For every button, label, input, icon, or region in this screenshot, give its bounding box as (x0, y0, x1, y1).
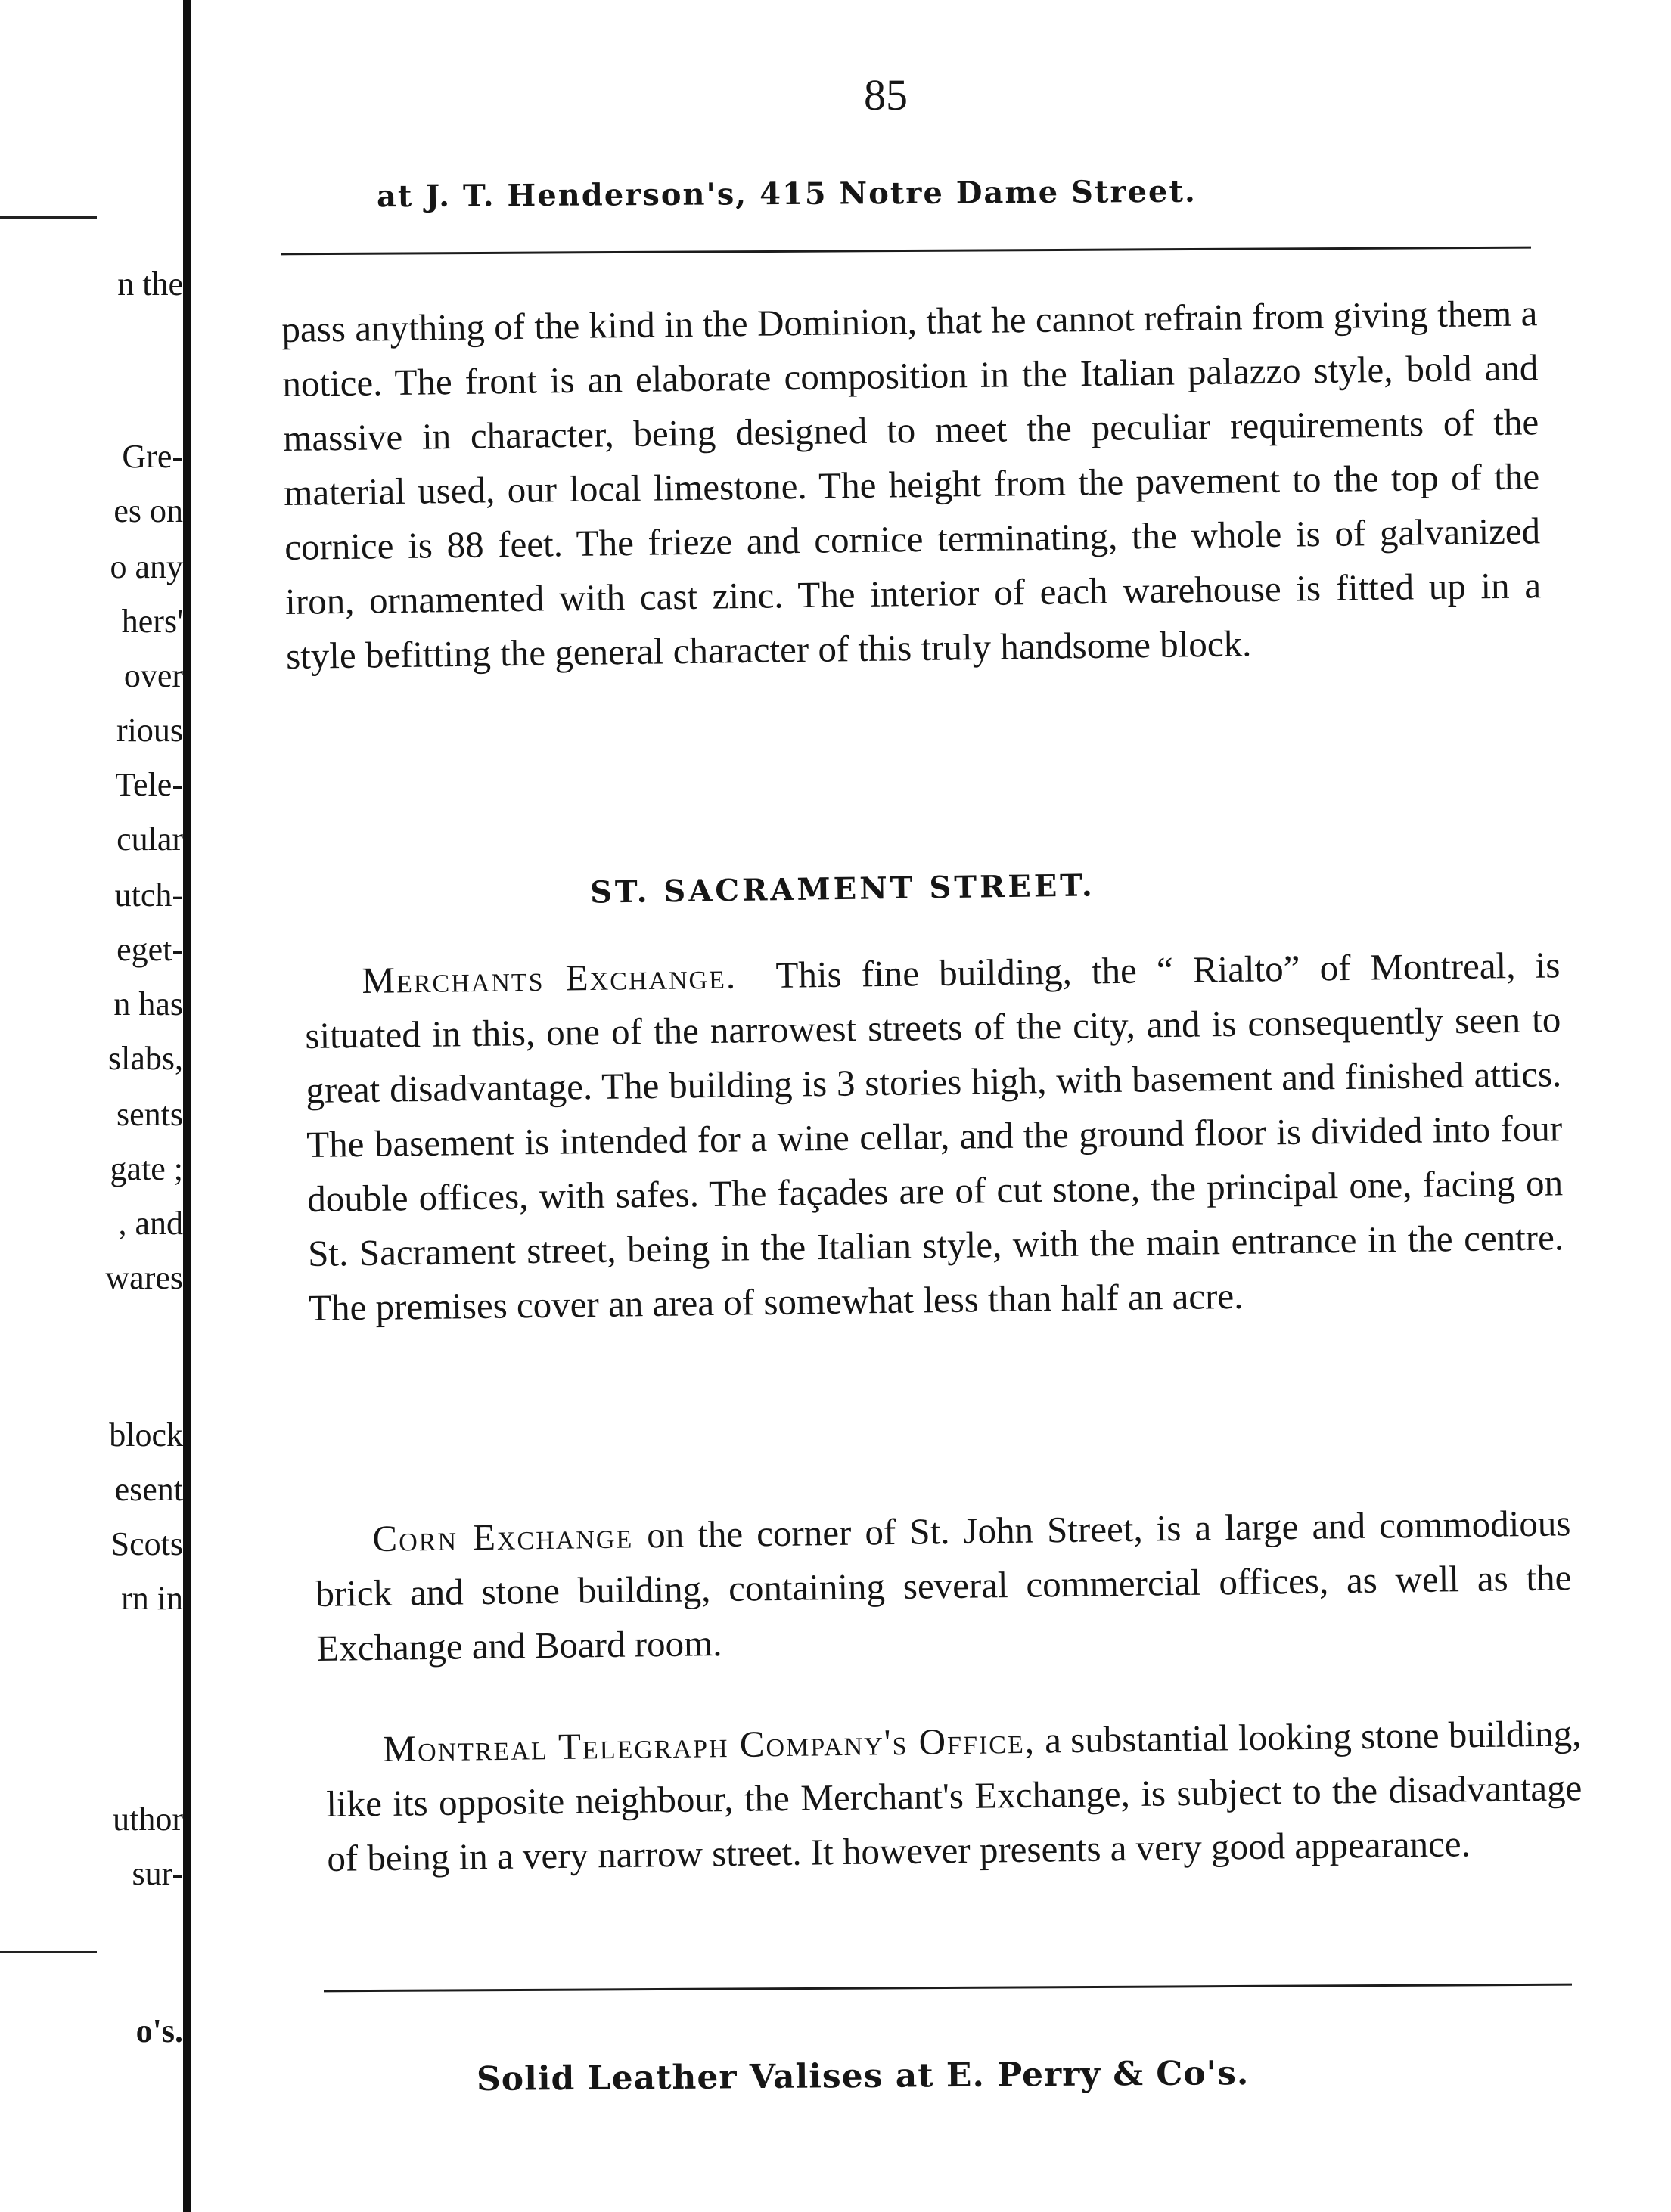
paragraph-text: pass anything of the kind in the Dominion, that he cannot refrain from giving them a notice. The front is an elaborate composition in the Italian palazzo style, bold and massive in character, being designed to meet the peculiar requirements of the material used, our local limestone. The height from the pavement to the top of the cornice is 88 feet. The frieze and cornice terminating, the whole is of galvanized iron, ornamented with cast zinc. The interior of each warehouse is fitted up in a style befitting the general character of this truly handsome block. (281, 292, 1542, 677)
entry-text: on the corner of St. John Street, is a large and commodious brick and stone building, containing several commercial offices, as well as the Exchange and Board room. (315, 1502, 1572, 1669)
gutter-binding (183, 0, 191, 2212)
facing-page-fragment: utch- (114, 876, 183, 914)
facing-page-fragment: eget- (116, 931, 183, 968)
facing-page-fragment: n the (117, 265, 183, 302)
footer-advert: Solid Leather Valises at E. Perry & Co's. (476, 2053, 1250, 2099)
facing-page-fragment: es on (113, 492, 183, 529)
header-rule (281, 247, 1531, 256)
facing-page-fragment: Scots (110, 1525, 183, 1562)
continued-paragraph (281, 286, 1542, 684)
page-body (281, 0, 1582, 2212)
facing-page-fragment: gate ; (110, 1150, 183, 1187)
facing-page-fragment: slabs, (108, 1040, 183, 1077)
telegraph-office-paragraph (325, 1706, 1583, 1886)
facing-page-fragment: cular (116, 821, 183, 858)
facing-page-rule (0, 216, 97, 219)
section-heading: ST. SACRAMENT STREET. (589, 867, 1096, 911)
facing-page-fragment: o any (110, 548, 183, 585)
entry-text: a substantial looking stone building, like its opposite neighbour, the Merchant's Exchange, is subject to the disadvantage of being in a very narrow street. It however presents a very good appearance. (326, 1712, 1582, 1879)
facing-page-fragment: o's. (135, 2012, 183, 2049)
facing-page-fragment: Tele- (115, 766, 183, 803)
facing-page-fragment: esent (114, 1471, 183, 1508)
facing-page-fragment: , and (118, 1205, 183, 1242)
running-head-advert: at J. T. Henderson's, 415 Notre Dame Street. (376, 173, 1197, 215)
facing-page-rule (0, 1951, 97, 1953)
facing-page-fragment: block (109, 1416, 183, 1453)
footer-rule (324, 1984, 1572, 1993)
entry-lead: Merchants Exchange. (362, 954, 738, 1001)
facing-page-fragment: uthor (113, 1801, 183, 1838)
facing-page-margin (0, 0, 183, 2212)
page-number: 85 (864, 70, 908, 119)
entry-lead: Montreal Telegraph Company's Office, (383, 1719, 1036, 1770)
facing-page-fragment: Gre- (122, 438, 183, 475)
corn-exchange-paragraph (315, 1496, 1573, 1676)
entry-text: This fine building, the “ Rialto” of Montreal, is situated in this, one of the narrowest streets of the city, and is consequently seen to great disadvantage. The building is 3 stories high, with basement and finished attics. The basement is intended for a wine cellar, and the ground floor is divided into four double offices, with safes. The façades are of cut stone, the principal one, facing on St. Sacrament street, being in the Italian style, with the main entrance in the centre. The premises cover an area of somewhat less than half an acre. (305, 944, 1564, 1329)
facing-page-fragment: wares (105, 1259, 183, 1296)
facing-page-fragment: sents (116, 1096, 183, 1133)
facing-page-fragment: n has (113, 985, 183, 1022)
facing-page-fragment: hers' (121, 603, 183, 640)
facing-page-fragment: over (123, 657, 183, 694)
merchants-exchange-paragraph (304, 938, 1564, 1336)
entry-lead: Corn Exchange (372, 1514, 634, 1559)
facing-page-fragment: sur- (132, 1855, 183, 1892)
facing-page-fragment: rious (116, 712, 183, 749)
facing-page-fragment: rn in (121, 1580, 183, 1617)
